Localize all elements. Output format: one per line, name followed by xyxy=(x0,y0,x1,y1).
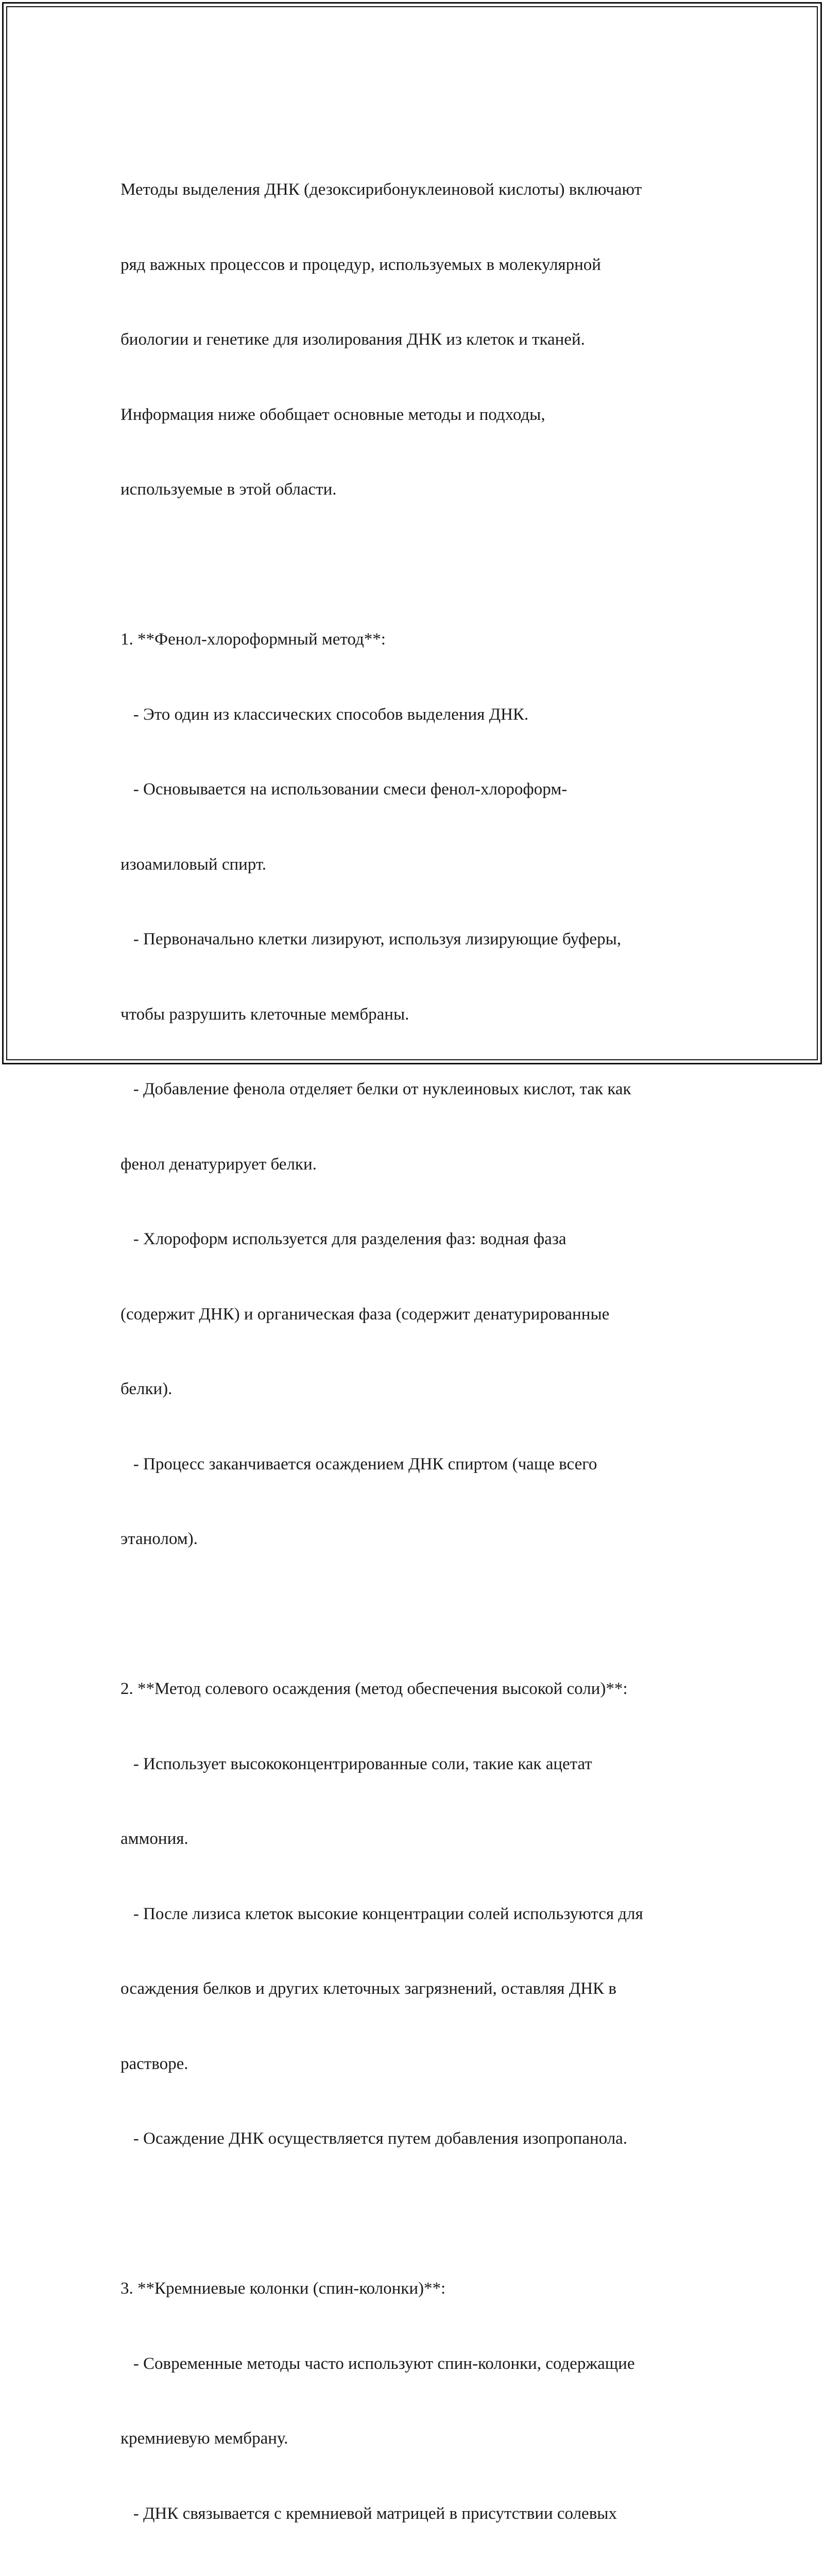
section-line: растворе. xyxy=(121,2054,188,2073)
section-line: (содержит ДНК) и органическая фаза (содержит денатурированные xyxy=(121,1304,610,1324)
paragraph-gap xyxy=(121,2201,728,2227)
paragraph-gap xyxy=(121,1602,728,1627)
section-line: этанолом). xyxy=(121,1530,198,1548)
section-line: белки). xyxy=(121,1380,173,1398)
section-line: - Процесс заканчивается осаждением ДНК спиртом (чаще всего xyxy=(121,1454,597,1473)
section-line: изоамиловый спирт. xyxy=(121,855,267,874)
section-silica-columns xyxy=(121,2226,728,2576)
section-line: - Осаждение ДНК осуществляется путем добавления изопропанола. xyxy=(121,2129,628,2148)
intro-line: Информация ниже обобщает основные методы и подходы, xyxy=(121,405,545,424)
section-line: кремниевую мембрану. xyxy=(121,2429,288,2448)
section-line: - После лизиса клеток высокие концентрации солей используются для xyxy=(121,1904,643,1923)
section-line: - Хлороформ используется для разделения фаз: водная фаза xyxy=(121,1230,566,1248)
section-heading: 3. **Кремниевые колонки (спин-колонки)**: xyxy=(121,2279,446,2298)
intro-line: Методы выделения ДНК (дезоксирибонуклеиновой кислоты) включают xyxy=(121,180,642,199)
section-heading: 2. **Метод солевого осаждения (метод обеспечения высокой соли)**: xyxy=(121,1680,628,1698)
paragraph-gap xyxy=(121,552,728,578)
intro-line: ряд важных процессов и процедур, используемых в молекулярной xyxy=(121,255,601,274)
section-salt-precipitation xyxy=(121,1626,728,2201)
section-heading: 1. **Фенол-хлороформный метод**: xyxy=(121,630,386,649)
section-line: чтобы разрушить клеточные мембраны. xyxy=(121,1005,409,1024)
section-phenol-chloroform xyxy=(121,577,728,1602)
section-line: - Современные методы часто используют спин-колонки, содержащие xyxy=(121,2354,635,2373)
section-line: - Первоначально клетки лизируют, используя лизирующие буферы, xyxy=(121,930,622,948)
section-line: аммония. xyxy=(121,1829,188,1848)
section-line: - Добавление фенола отделяет белки от нуклеиновых кислот, так как xyxy=(121,1080,631,1098)
section-line: осаждения белков и других клеточных загрязнений, оставляя ДНК в xyxy=(121,1979,616,1998)
intro-paragraph xyxy=(121,127,728,552)
section-line: - Использует высококонцентрированные соли, такие как ацетат xyxy=(121,1754,592,1773)
section-line: - ДНК связывается с кремниевой матрицей в присутствии солевых xyxy=(121,2504,617,2523)
intro-line: биологии и генетике для изолирования ДНК из клеток и тканей. xyxy=(121,330,585,349)
section-line: - Основывается на использовании смеси фенол-хлороформ- xyxy=(121,780,568,799)
document-body xyxy=(121,127,728,2576)
section-line: фенол денатурирует белки. xyxy=(121,1155,317,1174)
section-line: - Это один из классических способов выделения ДНК. xyxy=(121,705,529,724)
intro-line: используемые в этой области. xyxy=(121,480,337,499)
